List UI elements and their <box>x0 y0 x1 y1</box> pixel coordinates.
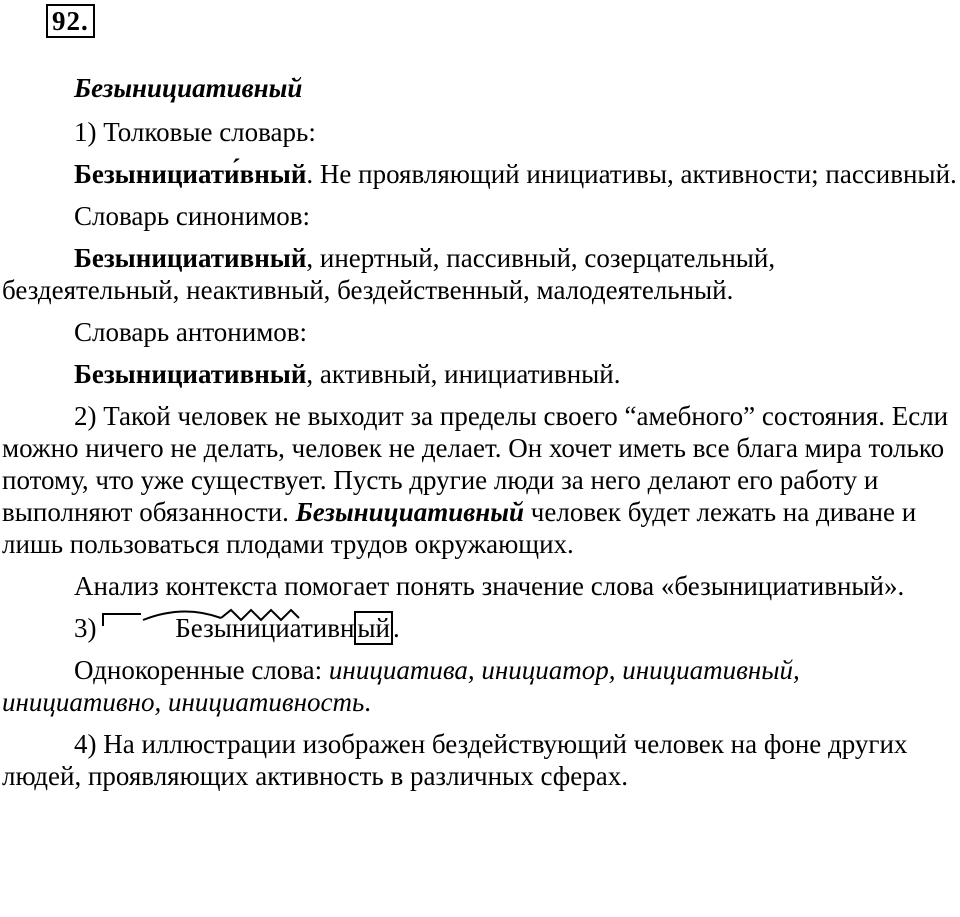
part3-label: 3) <box>74 613 104 643</box>
cognates-end: . <box>364 687 372 717</box>
word-stem: Безынициативн <box>175 613 355 643</box>
synonyms-paragraph <box>2 242 958 306</box>
synonyms-word: Безынициативный <box>74 243 307 273</box>
context-text-2: человек будет лежать на диване и лишь пользоваться плодами трудов окружающих. <box>2 497 917 559</box>
definition-text: . Не проявляющий инициативы, активности; пассивный. <box>306 159 957 189</box>
definition-paragraph <box>2 158 958 190</box>
context-paragraph <box>2 400 958 560</box>
heading-text: Безынициативный <box>74 73 303 103</box>
analysis-paragraph: Анализ контекста помогает понять значение слова «безынициативный». <box>74 571 905 601</box>
synonyms-label: Словарь синонимов: <box>74 201 311 231</box>
cognates-paragraph <box>2 654 958 718</box>
morphemic-paragraph <box>2 612 958 644</box>
antonyms-text: , активный, инициативный. <box>306 359 621 389</box>
exercise-number: 92. <box>46 4 95 38</box>
cognates-label: Однокоренные слова: <box>74 655 329 685</box>
cognates-list: инициатива, инициатор, инициативный, инициативно, инициативность <box>2 655 800 717</box>
antonyms-paragraph <box>2 358 958 390</box>
context-text-1: 2) Такой человек не выходит за пределы своего “амебного” состояния. Если можно ничего не делать, человек не делает. Он хочет иметь все блага мира только потому, что уже существует. Пусть другие люди за него делают его работу и выполняют обязанности. <box>2 401 949 527</box>
illustration-paragraph: 4) На иллюстрации изображен бездействующий человек на фоне других людей, проявляющих активность в различных сферах. <box>2 729 908 791</box>
heading <box>2 72 958 104</box>
antonyms-word: Безынициативный <box>74 359 307 389</box>
definition-word: Безынициати́вный <box>74 159 307 189</box>
context-word: Безынициативный <box>295 497 525 527</box>
exercise-content <box>2 72 958 802</box>
morphemic-word <box>103 612 393 644</box>
morpheme-marks-icon <box>103 606 333 626</box>
antonyms-label: Словарь антонимов: <box>74 317 308 347</box>
morphemic-period: . <box>393 613 400 643</box>
synonyms-text: , инертный, пассивный, созерцательный, бездеятельный, неактивный, бездейственный, малодеятельный. <box>2 243 776 305</box>
part1-label: 1) Толковые словарь: <box>74 117 316 147</box>
word-ending: ый <box>354 611 393 645</box>
